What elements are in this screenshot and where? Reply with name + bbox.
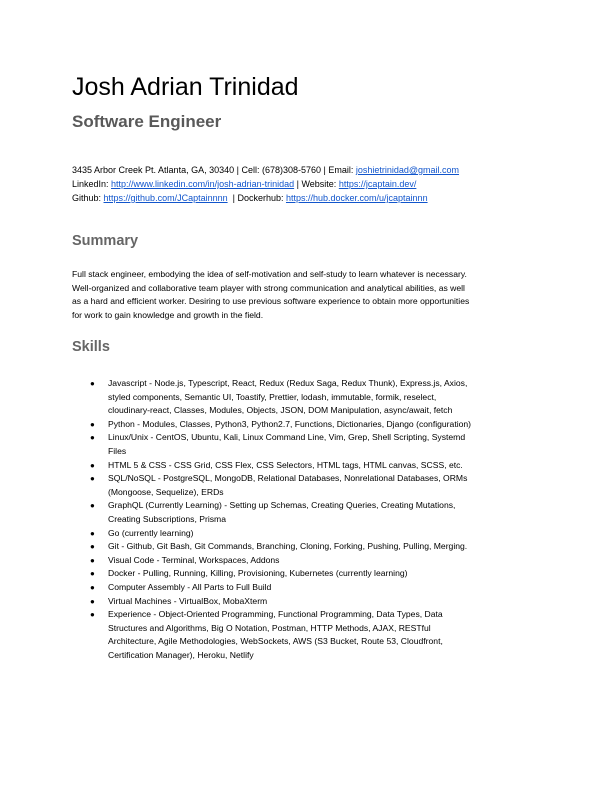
skill-line: Go (currently learning): [108, 527, 194, 538]
skill-line: Architecture, Agile Methodologies, WebSockets, AWS (S3 Bucket, Route 53, Cloudfront,: [108, 636, 443, 647]
summary-line: as a hard and efficient worker. Desiring to use previous software experience to obtain more opportunities: [72, 296, 470, 307]
bullet-icon: ●: [90, 528, 95, 538]
linkedin-link[interactable]: http://www.linkedin.com/in/josh-adrian-trinidad: [111, 179, 295, 189]
skill-line: SQL/NoSQL - PostgreSQL, MongoDB, Relational Databases, Nonrelational Databases, ORMs: [108, 473, 468, 484]
skill-item: [90, 581, 520, 595]
skill-item: [90, 499, 520, 526]
skills-heading: Skills: [72, 339, 110, 355]
email-link[interactable]: joshietrinidad@gmail.com: [355, 165, 460, 175]
dockerhub-link[interactable]: https://hub.docker.com/u/jcaptainnn: [285, 193, 428, 203]
linkedin-label: LinkedIn:: [72, 179, 112, 189]
summary-line: Well-organized and collaborative team player with strong communication and analytical abilities, as well: [72, 282, 465, 293]
skill-line: GraphQL (Currently Learning) - Setting up Schemas, Creating Queries, Creating Mutations,: [108, 500, 456, 511]
contact-line-1: [72, 163, 459, 177]
bullet-icon: ●: [90, 474, 95, 484]
skill-item: [90, 595, 520, 609]
bullet-icon: ●: [90, 433, 95, 443]
skill-item: [90, 431, 520, 458]
address-text: 3435 Arbor Creek Pt. Atlanta, GA, 30340 | Cell: (678)308-5760 | Email:: [72, 165, 356, 175]
skill-line: Linux/Unix - CentOS, Ubuntu, Kali, Linux Command Line, Vim, Grep, Shell Scripting, Systemd: [108, 432, 466, 443]
bullet-icon: ●: [90, 501, 95, 511]
website-label: | Website:: [294, 179, 339, 189]
skill-line: Javascript - Node.js, Typescript, React, Redux (Redux Saga, Redux Thunk), Express.js, Axios,: [108, 378, 468, 388]
skill-line: Docker - Pulling, Running, Killing, Provisioning, Kubernetes (currently learning): [108, 568, 408, 579]
skill-line: Computer Assembly - All Parts to Full Build: [108, 581, 272, 592]
contact-block: [72, 163, 459, 205]
website-link[interactable]: https://jcaptain.dev/: [338, 179, 417, 189]
summary-paragraph: [72, 268, 540, 322]
github-link[interactable]: https://github.com/JCaptainnnn: [103, 193, 228, 203]
resume-role: Software Engineer: [72, 112, 222, 131]
bullet-icon: ●: [90, 610, 95, 620]
bullet-icon: ●: [90, 582, 95, 592]
bullet-icon: ●: [90, 555, 95, 565]
contact-line-3: [72, 191, 459, 205]
skill-line: styled components, Semantic UI, Toastify, Prettier, lodash, immutable, formik, reselect,: [108, 391, 437, 402]
contact-line-2: [72, 177, 459, 191]
skill-item: [90, 540, 520, 554]
skill-item: [90, 608, 520, 662]
bullet-icon: ●: [90, 460, 95, 470]
skill-line: Visual Code - Terminal, Workspaces, Addons: [108, 554, 280, 565]
bullet-icon: ●: [90, 569, 95, 579]
skills-list: [90, 377, 520, 662]
skill-line: Files: [108, 445, 127, 456]
skill-item: [90, 554, 520, 568]
skill-line: Git - Github, Git Bash, Git Commands, Branching, Cloning, Forking, Pushing, Pulling, Merging.: [108, 541, 468, 552]
skill-item: [90, 377, 520, 418]
skill-item: [90, 472, 520, 499]
skill-line: HTML 5 & CSS - CSS Grid, CSS Flex, CSS Selectors, HTML tags, HTML canvas, SCSS, etc.: [108, 459, 463, 470]
bullet-icon: ●: [90, 542, 95, 552]
skill-line: (Mongoose, Sequelize), ERDs: [108, 486, 224, 497]
github-label: Github:: [72, 193, 104, 203]
bullet-icon: ●: [90, 596, 95, 606]
skill-line: Virtual Machines - VirtualBox, MobaXterm: [108, 595, 268, 606]
resume-name: Josh Adrian Trinidad: [72, 73, 299, 101]
skill-line: Creating Subscriptions, Prisma: [108, 513, 226, 524]
summary-line: for work to gain knowledge and growth in the field.: [72, 309, 264, 320]
skill-line: cloudinary-react, Classes, Modules, Objects, JSON, DOM Manipulation, async/await, fetch: [108, 405, 453, 416]
skill-item: [90, 567, 520, 581]
bullet-icon: ●: [90, 419, 95, 429]
bullet-icon: ●: [90, 379, 95, 388]
summary-heading: Summary: [72, 233, 139, 249]
summary-line: Full stack engineer, embodying the idea of self-motivation and self-study to learn whatever is necessary.: [72, 269, 467, 279]
skill-item: [90, 459, 520, 473]
skill-item: [90, 527, 520, 541]
skill-item: [90, 418, 520, 432]
dockerhub-label: | Dockerhub:: [227, 193, 286, 203]
skill-line: Structures and Algorithms, Big O Notation, Postman, HTTP Methods, AJAX, RESTful: [108, 622, 431, 633]
skill-line: Experience - Object-Oriented Programming, Functional Programming, Data Types, Data: [108, 609, 443, 620]
skill-line: Python - Modules, Classes, Python3, Python2.7, Functions, Dictionaries, Django (configuration): [108, 418, 472, 429]
skill-line: Certification Manager), Heroku, Netlify: [108, 649, 254, 660]
